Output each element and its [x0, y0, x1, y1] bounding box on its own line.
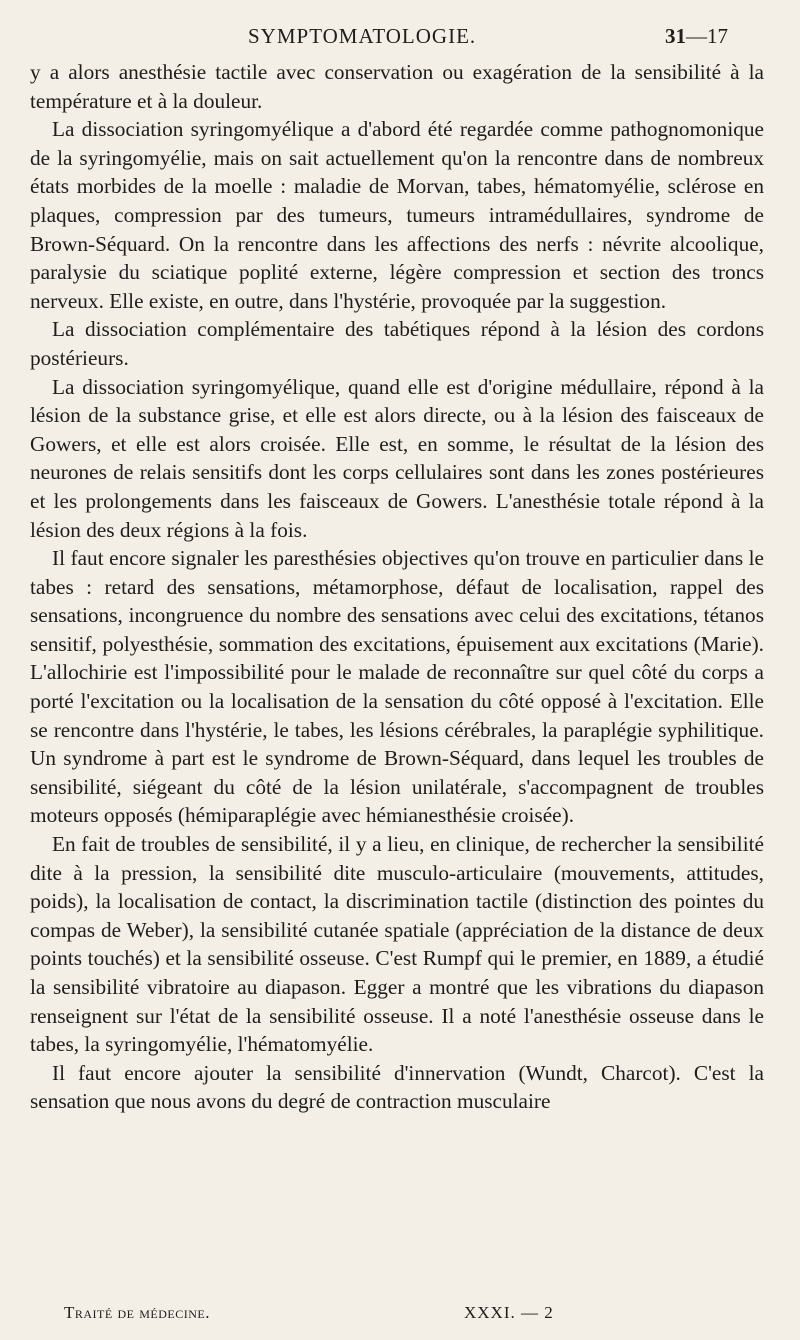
paragraph: En fait de troubles de sensibilité, il y a lieu, en clinique, de rechercher la sensibilité dite à la pression, la sensibilité dite musculo-articulaire (mouvements, attitudes, poids), la localisation de contact, la discrimination tactile (distinction des pointes du compas de Weber), la sensibilité cutanée spatiale (appréciation de la distance de deux points touchés) et la sensibilité osseuse. C'est Rumpf qui le premier, en 1889, a étudié la sensibilité vibratoire au diapason. Egger a montré que les vibrations du diapason renseignent sur l'état de la sensibilité osseuse. Il a noté l'anesthésie osseuse dans le tabes, la syringomyélie, l'hématomyélie. [30, 832, 764, 1057]
footer-book-title: Traité de médecine. [64, 1303, 210, 1322]
paragraph: Il faut encore signaler les paresthésies objectives qu'on trouve en particulier dans le tabes : retard des sensations, métamorphose, défaut de localisation, rappel des sensations, incongruence du nombre des sensations avec celui des excitations, tétanos sensitif, polyesthésie, sommation des excitations, épuisement aux excitations (Marie). L'allochirie est l'impossibilité pour le malade de reconnaître sur quel côté du corps a porté l'excitation ou la localisation de la sensation du côté opposé à l'excitation. Elle se rencontre dans l'hystérie, le tabes, les lésions cérébrales, la paraplégie syphilitique. Un syndrome à part est le syndrome de Brown-Séquard, dans lequel les troubles de sensibilité, siégeant du côté de la lésion unilatérale, s'accompagnent de troubles moteurs opposés (hémiparaplégie avec hémianesthésie croisée). [30, 546, 764, 828]
body-text [30, 58, 764, 1116]
paragraph: La dissociation syringomyélique, quand elle est d'origine médullaire, répond à la lésion de la substance grise, et elle est alors directe, ou à la lésion des faisceaux de Gowers, et elle est alors croisée. Elle est, en somme, le résultat de la lésion des neurones de relais sensitifs dont les corps cellulaires sont dans les zones postérieures et les prolongements dans les faisceaux de Gowers. L'anesthésie totale répond à la lésion des deux régions à la fois. [30, 374, 764, 542]
footer-signature: XXXI. — 2 [464, 1303, 554, 1322]
paragraph: La dissociation syringomyélique a d'abord été regardée comme pathognomonique de la syringomyélie, mais on sait actuellement qu'on la rencontre dans de nombreux états morbides de la moelle : maladie de Morvan, tabes, hématomyélie, sclérose en plaques, compression par des tumeurs, tumeurs intramédullaires, syndrome de Brown-Séquard. On la rencontre dans les affections des nerfs : névrite alcoolique, paralysie du sciatique poplité externe, légère compression et section des troncs nerveux. Elle existe, en outre, dans l'hystérie, provoquée par la suggestion. [30, 117, 764, 313]
page-footer [64, 1303, 764, 1327]
paragraph: La dissociation complémentaire des tabétiques répond à la lésion des cordons postérieurs. [30, 317, 764, 370]
paragraph: Il faut encore ajouter la sensibilité d'innervation (Wundt, Charcot). C'est la sensation que nous avons du degré de contraction musculaire [30, 1060, 764, 1114]
paragraph: y a alors anesthésie tactile avec conservation ou exagération de la sensibilité à la température et à la douleur. [30, 60, 764, 113]
page-number-rest: —17 [686, 24, 728, 48]
page-header [248, 24, 728, 50]
running-title: SYMPTOMATOLOGIE. [248, 24, 477, 48]
page-number-bold: 31 [665, 24, 686, 48]
page-number [665, 24, 728, 49]
